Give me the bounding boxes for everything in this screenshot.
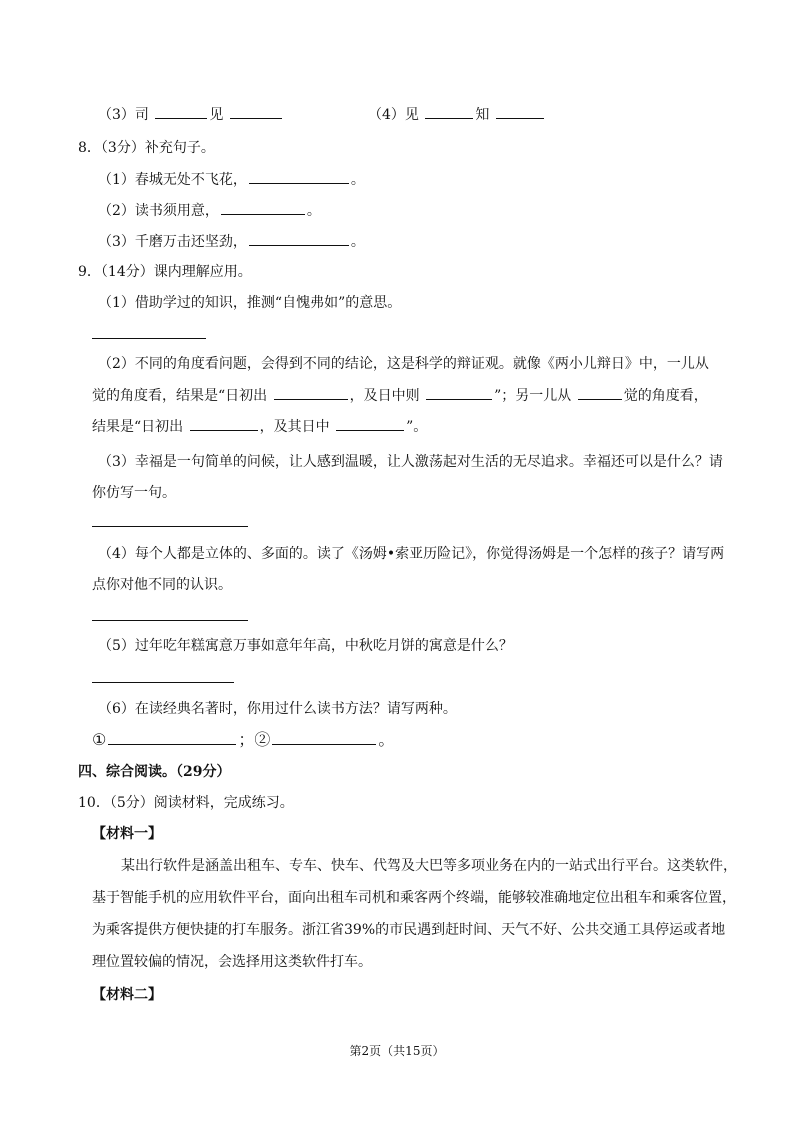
- q8-item-1: [98, 169, 365, 190]
- answer-line[interactable]: [92, 526, 248, 527]
- q9-part2-text: 觉的角度看，结果是“日初出: [92, 388, 268, 404]
- q8-item-2: [98, 200, 321, 221]
- q9-part2-line1: （2）不同的角度看问题，会得到不同的结论，这是科学的辩证观。就像《两小儿辩日》中，一儿从: [98, 356, 709, 372]
- answer-blank[interactable]: [230, 104, 282, 119]
- answer-blank[interactable]: [249, 169, 349, 184]
- answer-line[interactable]: [92, 338, 206, 339]
- q8-item-3: [98, 231, 365, 252]
- q9-part1: （1）借助学过的知识，推测“自愧弗如”的意思。: [98, 295, 402, 311]
- answer-blank[interactable]: [336, 416, 404, 431]
- material-one-line: 某出行软件是涵盖出租车、专车、快车、代驾及大巴等多项业务在内的一站式出行平台。这类软件，: [121, 858, 737, 874]
- material-one-heading: 【材料一】: [92, 826, 162, 842]
- section-title: 四、综合阅读。（29分）: [78, 764, 231, 780]
- answer-blank[interactable]: [274, 385, 348, 400]
- q9-part2-text: 结果是“日初出: [92, 419, 184, 435]
- answer-blank[interactable]: [190, 416, 258, 431]
- q9-part2-text: 觉的角度看，: [623, 388, 708, 404]
- answer-blank[interactable]: [108, 730, 236, 745]
- answer-blank[interactable]: [578, 385, 622, 400]
- answer-blank[interactable]: [155, 104, 207, 119]
- answer-blank[interactable]: [496, 104, 544, 119]
- q8-title: 8．（3分）补充句子。: [78, 140, 215, 156]
- q9-part6-answers: [92, 730, 394, 750]
- q9-part2-line3: [92, 416, 427, 437]
- answer-blank[interactable]: [221, 200, 305, 215]
- answer-blank[interactable]: [272, 730, 376, 745]
- q9-part2-text: ，及日中则: [349, 388, 420, 404]
- q9-part2-text: ，及其日中: [259, 419, 330, 435]
- punctuation: 。: [378, 730, 395, 749]
- material-one-line: 为乘客提供方便快捷的打车服务。浙江省39%的市民遇到赶时间、天气不好、公共交通工具停运或者地: [92, 922, 726, 938]
- material-two-heading: 【材料二】: [92, 987, 162, 1003]
- q9-part4-line1: （4）每个人都是立体的、多面的。读了《汤姆•索亚历险记》，你觉得汤姆是一个怎样的孩子？请写两: [98, 546, 725, 562]
- material-one-line: 理位置较偏的情况，会选择用这类软件打车。: [92, 954, 372, 970]
- q8-item-2-text: （2）读书须用意，: [98, 203, 219, 219]
- q7-item3-label: （3）司: [98, 107, 149, 123]
- q9-part3-line1: （3）幸福是一句简单的问候，让人感到温暖，让人激荡起对生活的无尽追求。幸福还可以是什么？请: [98, 454, 723, 470]
- punctuation: ；: [238, 730, 255, 749]
- q7-item3: [98, 104, 284, 125]
- q9-part3-line2: 你仿写一句。: [92, 485, 176, 501]
- q9-part5: （5）过年吃年糕寓意万事如意年年高，中秋吃月饼的寓意是什么？: [98, 638, 513, 654]
- q7-item3-mid: 见: [209, 107, 224, 123]
- q9-part6: （6）在读经典名著时，你用过什么读书方法？请写两种。: [98, 701, 457, 717]
- q9-part4-line2: 点你对他不同的认识。: [92, 577, 232, 593]
- circled-one: ①: [92, 730, 107, 749]
- q8-item-3-text: （3）千磨万击还坚劲，: [98, 234, 247, 250]
- q7-item4-mid: 知: [475, 107, 490, 123]
- page-number: 第2页（共15页）: [349, 1044, 445, 1058]
- q8-item-1-text: （1）春城无处不飞花，: [98, 172, 247, 188]
- q10-title: 10．（5分）阅读材料，完成练习。: [78, 795, 294, 811]
- answer-blank[interactable]: [426, 385, 492, 400]
- answer-line[interactable]: [92, 620, 248, 621]
- answer-blank[interactable]: [425, 104, 473, 119]
- punctuation: 。: [350, 172, 365, 188]
- q7-item4-label: （4）见: [368, 107, 419, 123]
- q7-item4: [368, 104, 546, 125]
- q9-part2-line2: [92, 385, 708, 406]
- answer-line[interactable]: [92, 682, 234, 683]
- circled-two: ②: [254, 730, 271, 749]
- material-one-line: 基于智能手机的应用软件平台，面向出租车司机和乘客两个终端，能够较准确地定位出租车和乘客位置，: [92, 890, 736, 906]
- q9-part2-text: ”；另一儿从: [494, 388, 572, 404]
- q9-title: 9．（14分）课内理解应用。: [78, 264, 252, 280]
- punctuation: 。: [350, 234, 365, 250]
- punctuation: 。: [306, 203, 321, 219]
- answer-blank[interactable]: [249, 231, 349, 246]
- q9-part2-text: ”。: [406, 419, 428, 435]
